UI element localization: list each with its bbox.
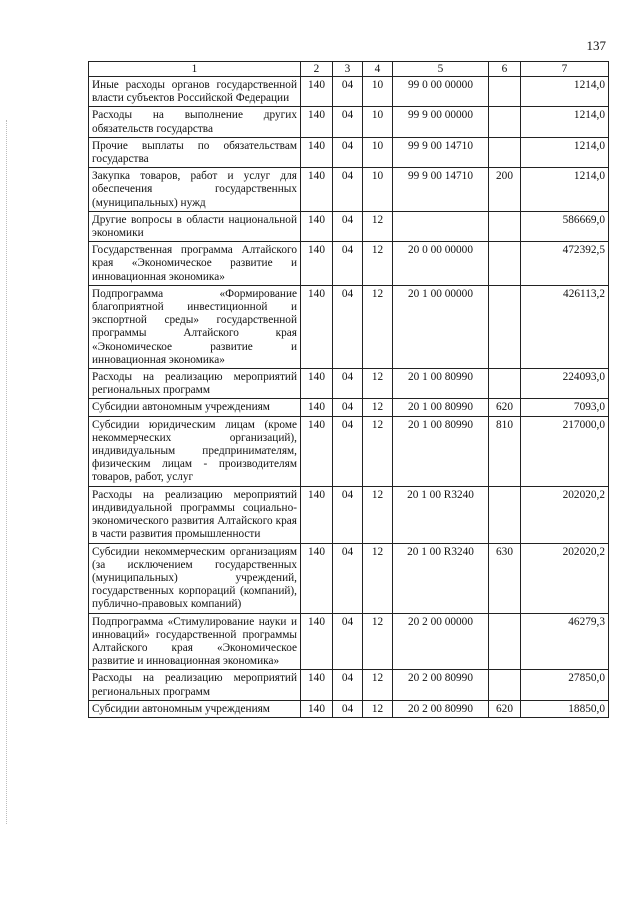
- target-article-code: 20 0 00 00000: [393, 242, 489, 286]
- expense-type-code: [489, 613, 521, 670]
- target-article-code: 20 1 00 R3240: [393, 543, 489, 613]
- expense-name: Субсидии некоммерческим организациям (за исключением государственных (муниципальных) учреждений, государственных корпораций (компаний), публично-правовых компаний): [89, 543, 301, 613]
- ministry-code: 140: [301, 486, 333, 543]
- table-row: [89, 77, 609, 107]
- target-article-code: 20 2 00 00000: [393, 613, 489, 670]
- expense-name: Субсидии автономным учреждениям: [89, 399, 301, 416]
- expense-name: Субсидии автономным учреждениям: [89, 700, 301, 717]
- section-code: 04: [333, 211, 363, 241]
- ministry-code: 140: [301, 285, 333, 368]
- expense-name: Иные расходы органов государственной власти субъектов Российской Федерации: [89, 77, 301, 107]
- column-header: 5: [393, 62, 489, 77]
- table-row: [89, 486, 609, 543]
- table-row: [89, 670, 609, 700]
- expense-type-code: [489, 369, 521, 399]
- expense-name: Другие вопросы в области национальной экономики: [89, 211, 301, 241]
- expense-type-code: [489, 211, 521, 241]
- target-article-code: 20 1 00 80990: [393, 399, 489, 416]
- expense-name: Подпрограмма «Формирование благоприятной инвестиционной и экспортной среды» государственной программы Алтайского края «Экономическое развитие и инновационная экономика»: [89, 285, 301, 368]
- amount: 1214,0: [521, 77, 609, 107]
- ministry-code: 140: [301, 137, 333, 167]
- target-article-code: 20 1 00 80990: [393, 369, 489, 399]
- table-header-row: [89, 62, 609, 77]
- subsection-code: 12: [363, 486, 393, 543]
- table-body: [89, 77, 609, 718]
- amount: 1214,0: [521, 137, 609, 167]
- ministry-code: 140: [301, 613, 333, 670]
- section-code: 04: [333, 77, 363, 107]
- table-row: [89, 107, 609, 137]
- column-header: 4: [363, 62, 393, 77]
- column-header: 1: [89, 62, 301, 77]
- expense-type-code: [489, 486, 521, 543]
- table-row: [89, 285, 609, 368]
- ministry-code: 140: [301, 211, 333, 241]
- table-row: [89, 399, 609, 416]
- expense-name: Подпрограмма «Стимулирование науки и инноваций» государственной программы Алтайского края «Экономическое развитие и инновационная экономика»: [89, 613, 301, 670]
- subsection-code: 12: [363, 285, 393, 368]
- amount: 46279,3: [521, 613, 609, 670]
- subsection-code: 12: [363, 670, 393, 700]
- ministry-code: 140: [301, 107, 333, 137]
- section-code: 04: [333, 613, 363, 670]
- ministry-code: 140: [301, 543, 333, 613]
- scan-margin-artifact: [6, 120, 8, 824]
- page-number: 137: [586, 38, 606, 53]
- ministry-code: 140: [301, 416, 333, 486]
- expense-type-code: 810: [489, 416, 521, 486]
- target-article-code: 99 9 00 00000: [393, 107, 489, 137]
- section-code: 04: [333, 168, 363, 212]
- table-row: [89, 700, 609, 717]
- target-article-code: 20 1 00 00000: [393, 285, 489, 368]
- target-article-code: 99 0 00 00000: [393, 77, 489, 107]
- section-code: 04: [333, 242, 363, 286]
- target-article-code: 99 9 00 14710: [393, 168, 489, 212]
- expense-name: Расходы на выполнение других обязательств государства: [89, 107, 301, 137]
- section-code: 04: [333, 700, 363, 717]
- amount: 18850,0: [521, 700, 609, 717]
- section-code: 04: [333, 285, 363, 368]
- subsection-code: 12: [363, 399, 393, 416]
- amount: 586669,0: [521, 211, 609, 241]
- subsection-code: 10: [363, 168, 393, 212]
- section-code: 04: [333, 486, 363, 543]
- ministry-code: 140: [301, 700, 333, 717]
- expense-type-code: [489, 77, 521, 107]
- ministry-code: 140: [301, 168, 333, 212]
- expense-name: Расходы на реализацию мероприятий региональных программ: [89, 369, 301, 399]
- subsection-code: 12: [363, 211, 393, 241]
- amount: 217000,0: [521, 416, 609, 486]
- expense-name: Расходы на реализацию мероприятий индивидуальной программы социально-экономического развития Алтайского края в части развития промышленности: [89, 486, 301, 543]
- section-code: 04: [333, 416, 363, 486]
- expense-type-code: [489, 670, 521, 700]
- amount: 1214,0: [521, 107, 609, 137]
- column-header: 6: [489, 62, 521, 77]
- table-row: [89, 137, 609, 167]
- amount: 7093,0: [521, 399, 609, 416]
- ministry-code: 140: [301, 242, 333, 286]
- expense-name: Государственная программа Алтайского края «Экономическое развитие и инновационная экономика»: [89, 242, 301, 286]
- expense-name: Расходы на реализацию мероприятий региональных программ: [89, 670, 301, 700]
- table-row: [89, 543, 609, 613]
- subsection-code: 12: [363, 242, 393, 286]
- section-code: 04: [333, 670, 363, 700]
- amount: 426113,2: [521, 285, 609, 368]
- table-row: [89, 369, 609, 399]
- section-code: 04: [333, 137, 363, 167]
- subsection-code: 12: [363, 613, 393, 670]
- table-row: [89, 211, 609, 241]
- expense-name: Закупка товаров, работ и услуг для обеспечения государственных (муниципальных) нужд: [89, 168, 301, 212]
- expense-name: Прочие выплаты по обязательствам государства: [89, 137, 301, 167]
- ministry-code: 140: [301, 670, 333, 700]
- section-code: 04: [333, 107, 363, 137]
- amount: 472392,5: [521, 242, 609, 286]
- ministry-code: 140: [301, 399, 333, 416]
- subsection-code: 10: [363, 77, 393, 107]
- target-article-code: 20 1 00 80990: [393, 416, 489, 486]
- ministry-code: 140: [301, 77, 333, 107]
- table-row: [89, 242, 609, 286]
- subsection-code: 12: [363, 543, 393, 613]
- table-row: [89, 168, 609, 212]
- subsection-code: 10: [363, 107, 393, 137]
- target-article-code: 99 9 00 14710: [393, 137, 489, 167]
- target-article-code: 20 2 00 80990: [393, 700, 489, 717]
- expense-type-code: [489, 242, 521, 286]
- target-article-code: 20 2 00 80990: [393, 670, 489, 700]
- ministry-code: 140: [301, 369, 333, 399]
- subsection-code: 12: [363, 700, 393, 717]
- amount: 27850,0: [521, 670, 609, 700]
- amount: 202020,2: [521, 486, 609, 543]
- amount: 1214,0: [521, 168, 609, 212]
- column-header: 2: [301, 62, 333, 77]
- column-header: 3: [333, 62, 363, 77]
- expense-name: Субсидии юридическим лицам (кроме некоммерческих организаций), индивидуальным предпринимателям, физическим лицам - производителям товаров, работ, услуг: [89, 416, 301, 486]
- subsection-code: 12: [363, 369, 393, 399]
- expense-type-code: 200: [489, 168, 521, 212]
- table-row: [89, 613, 609, 670]
- column-header: 7: [521, 62, 609, 77]
- target-article-code: 20 1 00 R3240: [393, 486, 489, 543]
- subsection-code: 10: [363, 137, 393, 167]
- section-code: 04: [333, 543, 363, 613]
- expense-type-code: [489, 285, 521, 368]
- amount: 224093,0: [521, 369, 609, 399]
- expense-type-code: [489, 137, 521, 167]
- target-article-code: [393, 211, 489, 241]
- budget-table: [88, 61, 609, 718]
- amount: 202020,2: [521, 543, 609, 613]
- expense-type-code: 620: [489, 700, 521, 717]
- section-code: 04: [333, 399, 363, 416]
- expense-type-code: 630: [489, 543, 521, 613]
- expense-type-code: [489, 107, 521, 137]
- expense-type-code: 620: [489, 399, 521, 416]
- subsection-code: 12: [363, 416, 393, 486]
- table-row: [89, 416, 609, 486]
- section-code: 04: [333, 369, 363, 399]
